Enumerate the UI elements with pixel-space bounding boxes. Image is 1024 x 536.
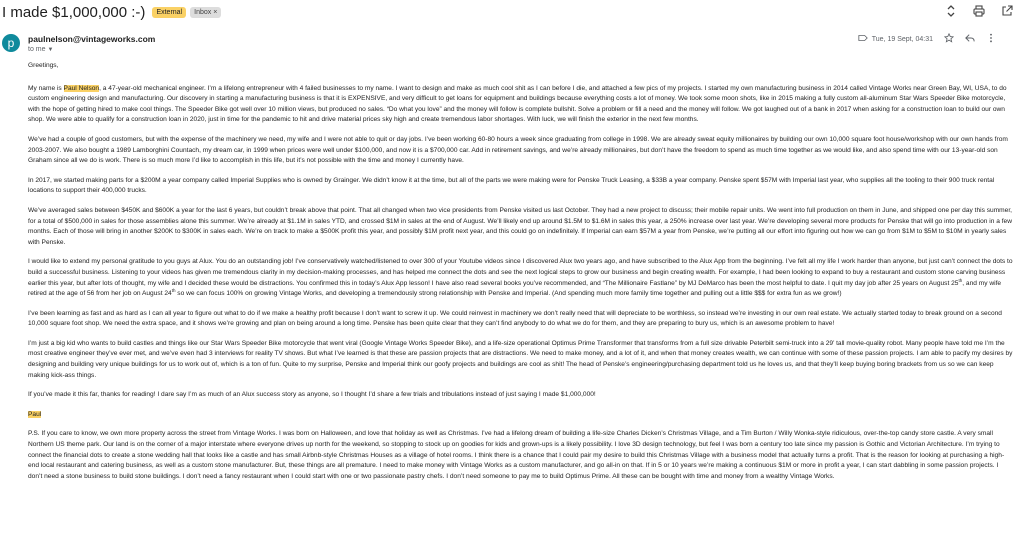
print-icon[interactable] [972, 4, 986, 18]
reply-icon[interactable] [965, 33, 975, 45]
recipient-details[interactable] [28, 46, 53, 53]
more-vert-icon[interactable] [986, 33, 996, 45]
star-icon[interactable] [944, 33, 954, 45]
remove-label-icon[interactable]: × [213, 8, 218, 16]
paragraph-imperial: In 2017, we started making parts for a $200M a year company called Imperial Supplies who is owned by Grainger. We didn’t know it at the time, but all of the parts we were making were for Penske Truck Leasing, a $33B a year company. Penske spent $57M with Imperial last year, who supplies all the tooling to their 900 truck rental locations to support their 400,000 trucks. [28, 176, 995, 195]
paragraph-passion: I’m just a big kid who wants to build castles and things like our Star Wars Speeder Bike motorcycle that went viral (Google Vintage Works Speeder Bike), and a life-size operational Optimus Prime Transformer that transforms from a full size drivable Peterbilt semi-truck into a 29’ tall movie-quality robot. Many people have told me I’m the most creative engineer they’ve ever met, and we’ve even had 3 interviews for reality TV shows. But what I’ve learned is that these are passion projects that are distractions. We need to make money, and a lot of it, and when that money creates wealth, we can continue with some of these passion projects. I am able to pacify my desires by designing and building very unique buildings for us to work out of, which is a ton of fun. Quite to my surprise, Penske and Imperial think our goofy projects and buildings are cool as shit! The head of Penske’s engineering/purchasing department told us he loves us, and that they’ll keep buying boring brackets from us so we can keep making kick-ass things. [28, 339, 1013, 379]
subject-row [0, 0, 1024, 24]
email-body [28, 61, 1014, 491]
greeting: Greetings, [28, 62, 59, 69]
expand-collapse-icon[interactable] [944, 4, 958, 18]
paragraph-learning: I’ve been learning as fast and as hard as I can all year to figure out what to do if we make a healthy profit because I don’t want to screw it up. We could reinvest in machinery we don’t really need that will depreciate to be worthless, so instead we’re investing in our own real estate. We actually started today to break ground on a second 10,000 square foot shop. We need the extra space, and it shows we’re growing and plan on being around a long time. Penske has been quite clear that they can’t find anybody to do what we do for them, and they are preparing to bury us, which is an awesome problem to have! [28, 309, 1002, 328]
recipient-label: to me [28, 46, 46, 53]
inbox-label[interactable] [190, 7, 221, 18]
gratitude-text-2: , and my wife retired at the age of 56 from her job on August 24 [28, 279, 1002, 298]
highlighted-name: Paul Nelson [63, 84, 100, 92]
gratitude-text-3: so we can focus 100% on growing Vintage Works, and developing a tremendously strong relationship with Penske and Imperial. (And spending much more family time together and pulling out a little $$$ for extra fun as we grow!) [175, 290, 842, 298]
email-date: Tue, 19 Sept, 04:31 [871, 35, 933, 43]
label-icon[interactable] [858, 33, 868, 45]
gratitude-text-1: I would like to extend my personal gratitude to you guys at Alux. You do an outstanding job! I’ve conservatively watched/listened to over 300 of your Youtube videos since I discovered Alux two years ago, and have subscribed to the Alux App from the beginning. I’ve felt all my life I work harder than anyone, but just can’t connect the dots to build a successful business. Listening to your videos has given me tremendous clarity in my decision-making processes, and has helped me connect the dots and see the next logical steps to grow our business and begin creating wealth. For example, I had been looking to expand to buy a restaurant and custom stone carving business earlier this year, but after lots of thought, my wife and I decided these would be distractions. You confirmed this in today’s Alux App lesson! I have also read several books you’ve recommended, and “The Millionaire Fastlane” by MJ DeMarco has been the most helpful to date. I quit my day job after 25 years on August 25 [28, 258, 1013, 287]
superscript-th: th [171, 287, 176, 293]
paragraph-intro [28, 84, 1014, 126]
paragraph-background: We’ve had a couple of good customers, but with the expense of the machinery we need, my wife and I were not able to quit or day jobs. I’ve been working 60-80 hours a week since graduating from college in 1998. We are already sweat equity millionaires by building our own 10,000 square foot house/workshop with our own hands from 2003-2007. We also bought a 1989 Lamborghini Countach, my dream car, in 1999 when prices were well under $100,000, and now it is a $700,000 car. Add in retirement savings, and we’re already millionaires, but don’t have the freedom to spend as much time together as we would like, and also spend time with our 13-year-old son Graham since all we do is work. There is so much more I’d like to accomplish in this life, but it’s not possible with the time and money I currently have. [28, 135, 1008, 165]
top-actions [944, 4, 1014, 18]
intro-text-rest: , a 47-year-old mechanical engineer. I’m a lifelong entrepreneur with 4 failed businesses to my name. I want to design and make as much cool shit as I can before I die, and attached a few pics of my projects. I started my own manufacturing business in 2014 called Vintage Works near Green Bay, WI, USA, to do custom engineering design and manufacturing. Our discovery in starting a manufacturing business is that it is EXPENSIVE, and very difficult to get loans for equipment and buildings because everything costs a lot of money. We took some moon shots, like in 2015 making a fully custom all-aluminum Star Wars Speeder Bike motorcycle, with the hope of getting hired to make cool things. The Speeder Bike got well over 10 million views, but produced no sales. “Do what you love” and the money will follow is complete bullshit. Solve a problem or fill a need and the money will follow. We got laughed out of a bank in 2017 when asking for a construction loan to build our own shop. We were able to qualify for a construction loan in 2020, just in time for the pandemic to hit and drive material prices sky high and create tremendous labor shortages. With luck, we will finish the exterior in the next few months. [28, 84, 1007, 124]
signature [28, 410, 1014, 421]
avatar[interactable]: p [2, 34, 20, 52]
intro-text-start: My name is [28, 84, 64, 92]
superscript-th: th [958, 277, 963, 283]
chevron-down-icon[interactable]: ▼ [47, 46, 54, 53]
inbox-label-text: Inbox [194, 8, 212, 16]
signature-name: Paul [28, 410, 42, 418]
paragraph-sales: We’ve averaged sales between $450K and $600K a year for the last 6 years, but couldn’t break above that point. That all changed when two vice presidents from Penske visited us last October. They had a new project to discuss; their mobile repair units. We went into full production on them in June, and shipped one per day this summer, for a total of $500,000 in sales for those assemblies alone this summer. We’re already at $1.1M in sales YTD, and crossed $1M in sales at the end of August. We’ll likely end up around $1.5M to $1.6M in sales this year, a 250% increase over last year. We’re developing several more products for Penske that will go into production in a few months. Each of those will bring in another $200K to $300K in sales each. We’re on track to make a $500K profit this year, and possibly $1M profit next year, and this could go on indefinitely. If Imperial can earn $57M a year from Penske, we’re putting all our effort into figuring out how we can go from $1M to $5M to $10M in yearly sales with Penske. [28, 206, 1013, 246]
email-subject: I made $1,000,000 :-) [2, 3, 146, 21]
date-wrap [858, 33, 933, 45]
external-label: External [152, 7, 186, 18]
paragraph-gratitude [28, 257, 1014, 299]
email-meta [858, 33, 996, 45]
open-new-window-icon[interactable] [1000, 4, 1014, 18]
sender-email[interactable]: paulnelson@vintageworks.com [28, 34, 156, 44]
paragraph-thanks: If you’ve made it this far, thanks for reading! I dare say I’m as much of an Alux success story as anyone, so I thought I’d share a few trials and tribulations instead of just saying I made $1,000,000! [28, 391, 596, 399]
paragraph-ps: P.S. If you care to know, we own more property across the street from Vintage Works. I was born on Halloween, and love that holiday as well as Christmas. I’ve had a lifelong dream of building a life-size Charles Dicken’s Christmas Village, and a Tim Burton / Willy Wonka-style ridiculous, over-the-top candy store castle. A very small Northern US theme park. Our land is on the corner of a major interstate where everyone drives up north for the weekend, so stopping to stock up on goodies for kids and grown-ups is a likely possibility. I love 3D design technology, but feel I was born a century too late since my passion is Gothic and Victorian Architecture. I’m trying to connect the financial dots to create a stone wedding hall that looks like a castle and has small Airbnb-style Christmas Houses as a village of hotel rooms. I think there is a chance that I could pair my desire to build this Christmas Village with a business model that actually turns a profit. That is the reason for looking at purchasing a high-end local restaurant and catering business, as well as a custom stone manufacturer. But, these things are all premature. I need to make money with Vintage Works as a custom manufacturer, and go all-in on that. If in 5 or 10 years we’re making a continuous $1M or more in profit a year, I can start dabbling in some passion projects. I don’t need a stone business to build stone buildings. I don’t need a fancy restaurant when I could start with one or two passionate pastry chefs. I don’t need someone to pay me to build Optimus Prime. All these can be bought with time and money from a wealthy Vintage Works. [28, 430, 1005, 480]
